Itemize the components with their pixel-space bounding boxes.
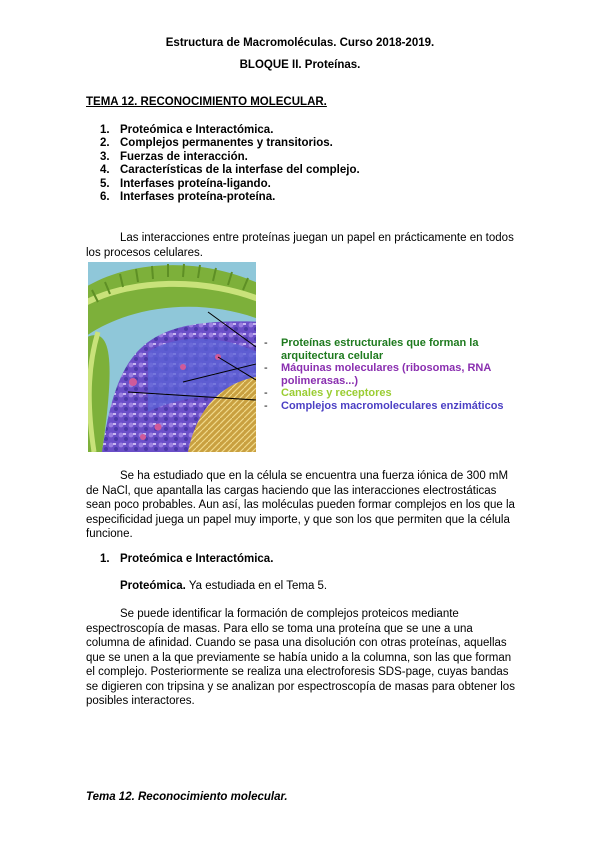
toc-item xyxy=(100,124,360,137)
legend-item xyxy=(264,337,478,350)
intro-paragraph: Las interacciones entre proteínas juegan un papel en prácticamente en todos los procesos celulares. xyxy=(86,232,514,259)
toc-label: Complejos permanentes y transitorios. xyxy=(120,137,333,150)
toc-label: Características de la interfase del complejo. xyxy=(120,164,360,177)
toc-item xyxy=(100,151,360,164)
toc-number: 1. xyxy=(100,124,110,136)
legend-item xyxy=(264,387,392,400)
toc-number: 2. xyxy=(100,137,110,150)
legend-bullet: - xyxy=(264,387,268,399)
toc-number: 6. xyxy=(100,190,110,203)
legend-bullet: - xyxy=(264,362,268,374)
subsection-label: Proteómica. xyxy=(120,580,186,592)
legend-item xyxy=(264,400,504,413)
legend-text: Complejos macromoleculares enzimáticos xyxy=(281,399,504,412)
toc-label: Interfases proteína-proteína. xyxy=(120,190,276,203)
page-footer: Tema 12. Reconocimiento molecular. xyxy=(86,791,288,803)
block-header: BLOQUE II. Proteínas. xyxy=(239,59,361,71)
legend-text: Máquinas moleculares (ribosomas, RNA xyxy=(281,362,492,374)
legend-text-continued: arquitectura celular xyxy=(281,349,384,362)
toc-label: Fuerzas de interacción. xyxy=(120,150,248,163)
ionic-strength-paragraph: Se ha estudiado que en la célula se encuentra una fuerza iónica de 300 mM de NaCl, que apantalla las cargas haciendo que las interacciones electrostáticas sean poco probables. Aun así, las moléculas pueden formar complejos en los que la especificidad juega un papel muy importe, y que son los que permiten que la célula funcione. xyxy=(86,470,515,540)
toc-item xyxy=(100,137,360,150)
toc-item xyxy=(100,191,360,204)
section-title: Proteómica e Interactómica. xyxy=(120,553,274,565)
legend-text: Canales y receptores xyxy=(281,387,392,399)
section-heading xyxy=(100,553,273,565)
section-number: 1. xyxy=(100,553,110,565)
legend-text: Proteínas estructurales que forman la xyxy=(281,337,479,349)
toc-label: Proteómica e Interactómica. xyxy=(120,124,274,136)
cell-illustration xyxy=(88,262,256,452)
table-of-contents xyxy=(100,124,360,204)
toc-label: Interfases proteína-ligando. xyxy=(120,177,271,190)
toc-number: 4. xyxy=(100,164,110,177)
topic-title: TEMA 12. RECONOCIMIENTO MOLECULAR. xyxy=(86,96,327,108)
cell-illustration-svg xyxy=(88,262,256,452)
subsection-line xyxy=(120,580,327,592)
toc-number: 5. xyxy=(100,177,110,190)
legend-bullet: - xyxy=(264,337,268,349)
course-header: Estructura de Macromoléculas. Curso 2018-2019. xyxy=(165,37,435,49)
subsection-text: Ya estudiada en el Tema 5. xyxy=(185,580,328,592)
legend-text-continued: polimerasas...) xyxy=(281,374,359,387)
legend-bullet: - xyxy=(264,399,268,412)
toc-item xyxy=(100,164,360,177)
legend-item xyxy=(264,362,491,375)
toc-item xyxy=(100,178,360,191)
toc-number: 3. xyxy=(100,150,110,163)
mass-spectrometry-paragraph: Se puede identificar la formación de complejos proteicos mediante espectroscopía de masas. Para ello se toma una proteína que se une a una columna de afinidad. Cuando se pasa una disolución con otras proteínas, aquellas que se unen a la que previamente se había unido a la columna, son las que forman el complejo. Posteriormente se realiza una electroforesis SDS-page, cuyas bandas se digieren con tripsina y se analizan por espectroscopía de masas para obtener los posibles interactores. xyxy=(86,608,515,707)
